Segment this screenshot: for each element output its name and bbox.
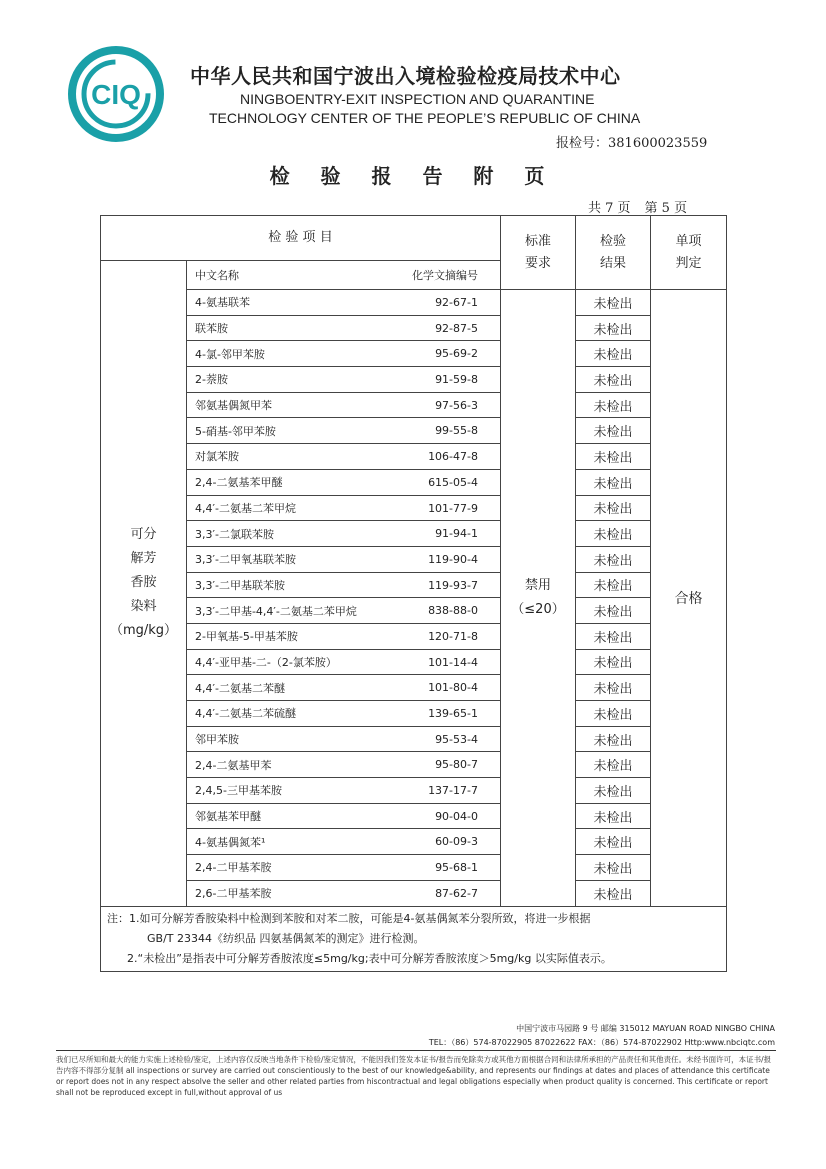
page-total: 共 7 页 [588,201,631,216]
result-cell: 未检出 [576,726,651,752]
substance-name-cell [187,546,501,572]
footer-disclaimer: 我们已尽所知和最大的能力实施上述检验/鉴定，上述内容仅反映当地条件下检验/鉴定情况，不能因我们签发本证书/报告而免除卖方或其他方面根据合同和法律所承担的产品责任和其他责任。未经书面许可，本证书/报告内容不得部分复制 all inspections or survey are carried out conscientiously to the best of our knowledge&ability, and represents our findings at dates and places of attendance this certificate or report does not in any respect absolve the seller and other related parties from hiscontractual and legal obligations especially when product quality is concerned. This certificate or report shall not be reproduced except in full,without approval of us [56,1055,772,1097]
substance-name-cell [187,290,501,316]
header-result: 检验 结果 [576,216,651,290]
table-row [101,778,727,804]
substance-name-cell [187,623,501,649]
table-row [101,495,727,521]
page-current: 第 5 页 [644,201,688,216]
substance-name-cell [187,341,501,367]
standard-cell: 禁用 （≤20） [501,290,576,907]
result-cell: 未检出 [576,803,651,829]
result-cell: 未检出 [576,701,651,727]
cas-number: 101-77-9 [428,501,478,515]
substance-name: 联苯胺 [195,322,228,336]
subheader-name [187,261,501,290]
substance-name-cell [187,701,501,727]
table-row [101,649,727,675]
table-row [101,598,727,624]
substance-name-cell [187,315,501,341]
result-cell: 未检出 [576,444,651,470]
substance-name: 邻氨基苯甲醚 [195,810,261,824]
table-row [101,367,727,393]
cas-number: 90-04-0 [435,809,478,823]
table-row [101,572,727,598]
org-name-en-line2: TECHNOLOGY CENTER OF THE PEOPLE’S REPUBLIC OF CHINA [209,110,641,126]
table-row [101,803,727,829]
substance-name: 对氯苯胺 [195,450,239,464]
substance-name: 4,4′-二氨基二苯甲烷 [195,501,296,515]
cas-number: 95-53-4 [435,732,478,746]
note-2: 2.“未检出”是指表中可分解芳香胺浓度≤5mg/kg;表中可分解芳香胺浓度＞5mg/kg 以实际值表示。 [127,951,612,965]
cas-number: 838-88-0 [428,604,478,618]
cas-number: 99-55-8 [435,424,478,438]
substance-name-cell [187,418,501,444]
notes-cell [101,906,727,971]
substance-name: 2,4,5-三甲基苯胺 [195,784,282,798]
table-row [101,290,727,316]
substance-name-cell [187,649,501,675]
cas-number: 106-47-8 [428,450,478,464]
cas-number: 101-80-4 [428,681,478,695]
substance-name: 2-甲氧基-5-甲基苯胺 [195,630,298,644]
result-cell: 未检出 [576,649,651,675]
table-row [101,392,727,418]
footer-contact [429,1022,775,1050]
substance-name-cell [187,880,501,906]
table-row [101,880,727,906]
result-cell: 未检出 [576,572,651,598]
table-row [101,546,727,572]
cas-number: 91-59-8 [435,373,478,387]
table-row [101,829,727,855]
substance-name: 3,3′-二氯联苯胺 [195,527,274,541]
table-row [101,469,727,495]
cas-number: 97-56-3 [435,398,478,412]
cas-number: 95-68-1 [435,861,478,875]
cas-number: 92-87-5 [435,321,478,335]
substance-name-cell [187,469,501,495]
substance-name-cell [187,444,501,470]
table-row [101,752,727,778]
substance-name-cell [187,572,501,598]
report-number: 报检号：381600023559 [556,136,708,151]
substance-name: 3,3′-二甲基-4,4′-二氨基二苯甲烷 [195,604,357,618]
cas-number: 137-17-7 [428,784,478,798]
substance-name-cell [187,675,501,701]
judgement-cell: 合格 [651,290,727,907]
ciq-logo-icon [68,46,164,142]
result-cell: 未检出 [576,469,651,495]
header-standard: 标准 要求 [501,216,576,290]
result-cell: 未检出 [576,880,651,906]
substance-name: 4-氯-邻甲苯胺 [195,347,265,361]
org-name-cn: 中华人民共和国宁波出入境检验检疫局技术中心 [190,64,621,88]
substance-name-cell [187,598,501,624]
table-row [101,315,727,341]
substance-name: 4,4′-二氨基二苯醚 [195,681,285,695]
substance-name: 2,4-二氨基苯甲醚 [195,476,283,490]
result-cell: 未检出 [576,598,651,624]
table-row [101,701,727,727]
substance-name: 5-硝基-邻甲苯胺 [195,424,276,438]
substance-name: 2-萘胺 [195,373,228,387]
substance-name: 3,3′-二甲基联苯胺 [195,578,285,592]
table-row [101,444,727,470]
result-cell: 未检出 [576,521,651,547]
cas-number: 60-09-3 [435,835,478,849]
substance-name: 4-氨基联苯 [195,296,250,310]
result-cell: 未检出 [576,392,651,418]
table-row [101,855,727,881]
result-cell: 未检出 [576,623,651,649]
header-item: 检 验 项 目 [101,216,501,261]
table-row [101,623,727,649]
cas-number: 95-80-7 [435,758,478,772]
result-cell: 未检出 [576,418,651,444]
result-cell: 未检出 [576,546,651,572]
substance-name: 3,3′-二甲氧基联苯胺 [195,553,296,567]
cas-number: 101-14-4 [428,655,478,669]
substance-name-cell [187,752,501,778]
cas-number: 91-94-1 [435,527,478,541]
note-1a: 注：1.如可分解芳香胺染料中检测到苯胺和对苯二胺，可能是4-氨基偶氮苯分裂所致，将进一步根据 [107,911,591,925]
substance-name: 4-氨基偶氮苯¹ [195,835,266,849]
substance-name: 2,6-二甲基苯胺 [195,887,272,901]
table-row [101,418,727,444]
result-cell: 未检出 [576,290,651,316]
result-cell: 未检出 [576,315,651,341]
result-cell: 未检出 [576,778,651,804]
subheader-cas: 化学文摘编号 [412,269,478,282]
cas-number: 119-93-7 [428,578,478,592]
subheader-name-label: 中文名称 [195,269,239,282]
substance-name-cell [187,855,501,881]
substance-name-cell [187,521,501,547]
logo-text: CIQ [91,79,141,110]
cas-number: 139-65-1 [428,707,478,720]
footer-tel-fax: TEL：（86）574-87022905 87022622 FAX：（86）574-87022902 Http:www.nbciqtc.com [428,1038,775,1047]
result-cell: 未检出 [576,495,651,521]
table-row [101,675,727,701]
header-judgement: 单项 判定 [651,216,727,290]
footer-address: 中国宁波市马园路 9 号 邮编 315012 MAYUAN ROAD NINGBO CHINA [516,1024,775,1033]
table-row [101,521,727,547]
category-cell: 可分 解芳 香胺 染料 （mg/kg） [101,261,187,907]
result-cell: 未检出 [576,367,651,393]
substance-name-cell [187,778,501,804]
table-row [101,341,727,367]
result-cell: 未检出 [576,341,651,367]
cas-number: 92-67-1 [435,296,478,309]
substance-name-cell [187,803,501,829]
cas-number: 119-90-4 [428,552,478,566]
substance-name-cell [187,367,501,393]
substance-name-cell [187,495,501,521]
cas-number: 87-62-7 [435,886,478,900]
substance-name: 2,4-二甲基苯胺 [195,861,272,875]
footer-divider [56,1050,776,1051]
cas-number: 120-71-8 [428,629,478,643]
org-name-en-line1: NINGBOENTRY-EXIT INSPECTION AND QUARANTINE [240,91,595,107]
substance-name-cell [187,726,501,752]
result-cell: 未检出 [576,675,651,701]
note-1b: GB/T 23344《纺织品 四氨基偶氮苯的测定》进行检测。 [147,931,425,945]
substance-name: 邻氨基偶氮甲苯 [195,399,272,413]
table-row [101,726,727,752]
result-cell: 未检出 [576,752,651,778]
substance-name-cell [187,829,501,855]
page-indicator [588,197,701,216]
substance-name: 4,4′-亚甲基-二-（2-氯苯胺） [195,655,337,669]
substance-name: 邻甲苯胺 [195,733,239,747]
cas-number: 95-69-2 [435,347,478,361]
substance-name-cell [187,392,501,418]
inspection-table [100,215,727,972]
document-title: 检 验 报 告 附 页 [269,164,557,188]
result-cell: 未检出 [576,829,651,855]
result-cell: 未检出 [576,855,651,881]
cas-number: 615-05-4 [428,475,478,489]
substance-name: 4,4′-二氨基二苯硫醚 [195,707,296,721]
substance-name: 2,4-二氨基甲苯 [195,758,272,772]
